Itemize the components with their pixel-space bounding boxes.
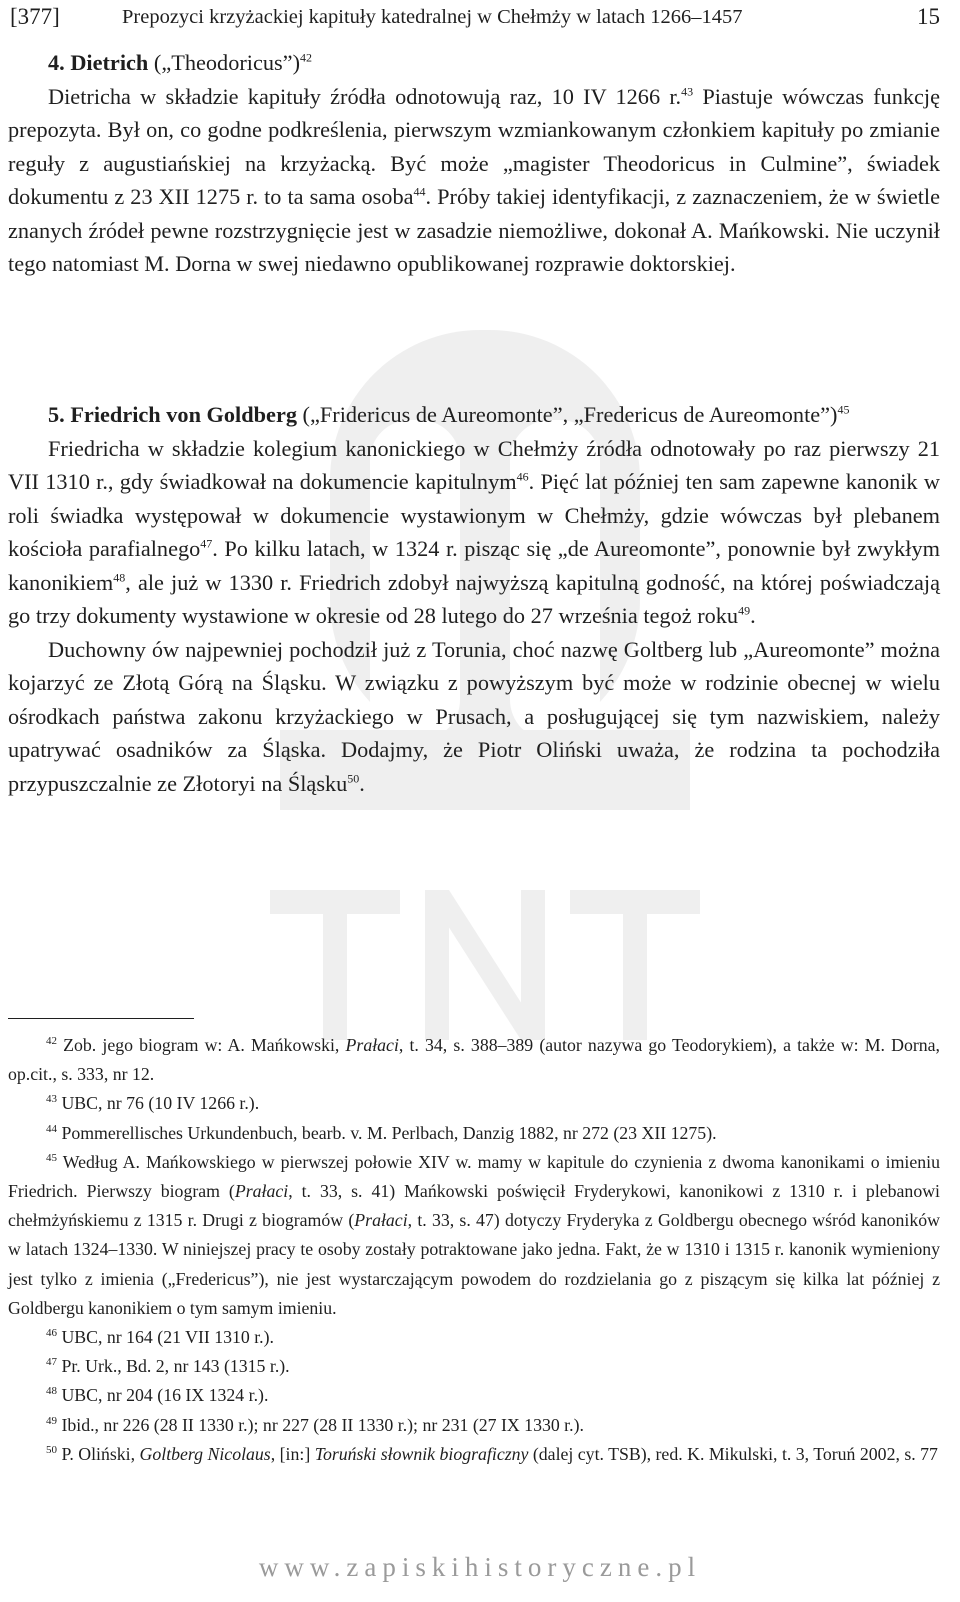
text-run: Pommerellisches Urkundenbuch, bearb. v. M. Perlbach, Danzig 1882, nr 272 (23 XII 1275).: [57, 1122, 717, 1143]
footnote: [8, 1440, 940, 1469]
website-footer[interactable]: www.zapiskihistoryczne.pl: [258, 1552, 702, 1582]
text-italic: Toruński słownik biograficzny: [314, 1443, 529, 1464]
footnote-ref[interactable]: 45: [837, 402, 850, 417]
footnote-number: 42: [46, 1035, 57, 1048]
text-run: Według A. Mańkowskiego w pierwszej połowie XIV w. mamy w kapitule do czynienia z dwoma kanonikami o imieniu Friedrich. Pierwszy biogram (: [8, 1151, 940, 1202]
text-run: UBC, nr 76 (10 IV 1266 r.).: [57, 1093, 260, 1114]
text-run: .: [359, 770, 365, 796]
footnote: [8, 1352, 940, 1381]
text-italic: Prałaci: [234, 1181, 289, 1202]
paragraph: [8, 633, 940, 801]
text-run: , t. 33, s. 41) Mańkowski poświęcił Fryderykowi, kanonikowi z 1310 r. i plebanowi chełmżyńskiemu z 1315 r. Drugi z biogramów (: [8, 1181, 940, 1231]
footnote: [8, 1031, 940, 1089]
text-run: P. Oliński,: [57, 1443, 140, 1464]
footnote-ref[interactable]: 48: [113, 570, 126, 585]
text-run: . Pięć lat później ten sam zapewne kanonik w roli świadka występował w dokumencie wystawionym w Chełmży, gdzie wówczas był plebanem kościoła parafialnego: [8, 469, 940, 561]
running-title: Prepozyci krzyżackiej kapituły katedralnej w Chełmży w latach 1266–1457: [122, 6, 743, 28]
footnote-number: 43: [46, 1093, 57, 1106]
paragraph: [8, 432, 940, 633]
footnote: [8, 1381, 940, 1410]
section-heading: [8, 46, 940, 80]
heading-number: 4.: [48, 50, 65, 75]
footnote-ref[interactable]: 47: [200, 536, 213, 551]
page-signature: [377]: [10, 4, 60, 29]
heading-alt-name: („Theodoricus”): [153, 50, 301, 75]
footnote-divider: [8, 1018, 194, 1019]
text-run: UBC, nr 204 (16 IX 1324 r.).: [57, 1385, 269, 1406]
section-dietrich: [8, 46, 940, 281]
text-run: Zob. jego biogram w: A. Mańkowski,: [57, 1035, 346, 1055]
footnote-ref[interactable]: 50: [347, 771, 360, 786]
text-run: Piastuje wówczas funkcję prepozyta. Był on, co godne podkreślenia, pierwszym wzmiankowanym członkiem kapituły po zmianie reguły z augustiańskiej na krzyżacką. Być może „magister Theodoricus in Culmine”, świadek dokumentu z 23 XII 1275 r. to ta sama osoba: [8, 83, 940, 209]
footnote-ref[interactable]: 43: [681, 84, 694, 99]
footnote-ref[interactable]: 44: [413, 184, 426, 199]
heading-name: Friedrich von Goldberg: [70, 402, 297, 427]
text-run: Pr. Urk., Bd. 2, nr 143 (1315 r.).: [57, 1356, 290, 1377]
footnote-number: 49: [46, 1414, 57, 1427]
text-run: . Po kilku latach, w 1324 r. pisząc się „de Aureomonte”, ponownie był zwykłym kanonikiem: [8, 536, 940, 595]
footnote: [8, 1089, 940, 1118]
text-run: Ibid., nr 226 (28 II 1330 r.); nr 227 (28 II 1330 r.); nr 231 (27 IX 1330 r.).: [57, 1414, 584, 1435]
heading-alt-name: („Fridericus de Aureomonte”, „Fredericus de Aureomonte”): [296, 402, 838, 427]
text-italic: Prałaci: [354, 1210, 408, 1231]
footnote-ref[interactable]: 42: [300, 50, 313, 65]
text-run: , [in:]: [270, 1443, 315, 1464]
footnote-number: 47: [46, 1356, 57, 1369]
text-italic: Prałaci: [345, 1035, 399, 1055]
footnote-number: 45: [46, 1151, 57, 1164]
text-run: Dietricha w składzie kapituły źródła odnotowują raz, 10 IV 1266 r.: [48, 83, 682, 109]
paragraph: [8, 80, 940, 281]
text-run: .: [750, 603, 756, 628]
footnote: [8, 1323, 940, 1352]
heading-name: Dietrich: [70, 50, 149, 75]
text-italic: Goltberg Nicolaus: [139, 1443, 271, 1464]
text-run: , t. 33, s. 47) dotyczy Fryderyka z Goldbergu obecnego wśród kanoników w latach 1324–1330. W niniejszej pracy te osoby zostały potraktowane jako jedna. Fakt, że w 1310 i 1315 r. kanonik wymieniony jest tylko z imienia („Fredericus”), nie jest wystarczającym powodem do rozdzielania go z piszącym się kilka lat później z Goldbergu kanonikiem o tym samym imieniu.: [8, 1210, 940, 1318]
text-run: UBC, nr 164 (21 VII 1310 r.).: [57, 1327, 274, 1348]
footnote-number: 50: [46, 1443, 57, 1456]
footnote-number: 46: [46, 1327, 57, 1340]
footnote: [8, 1411, 940, 1440]
footnote-ref[interactable]: 46: [516, 469, 529, 484]
text-run: Duchowny ów najpewniej pochodził już z Torunia, choć nazwę Goltberg lub „Aureomonte” można kojarzyć ze Złotą Górą na Śląsku. W związku z powyższym być może w rodzinie obecnej w wielu ośrodkach państwa zakonu krzyżackiego w Prusach, a posługującej się tym nazwiskiem, należy upatrywać osadników za Śląska. Dodajmy, że Piotr Oliński uważa, że rodzina ta pochodziła przypuszczalnie ze Złotoryi na Śląsku: [8, 636, 940, 796]
section-friedrich: [8, 398, 940, 800]
footnote: [8, 1119, 940, 1148]
section-heading: [8, 398, 940, 432]
text-run: , ale już w 1330 r. Friedrich zdobył najwyższą kapitulną godność, na której poświadczają go trzy dokumenty wystawione w okresie od 28 lutego do 27 września tegoż roku: [8, 569, 940, 628]
heading-number: 5.: [48, 402, 65, 427]
text-run: (dalej cyt. TSB), red. K. Mikulski, t. 3, Toruń 2002, s. 77: [528, 1443, 938, 1464]
footnote-number: 44: [46, 1122, 57, 1135]
page-number: 15: [917, 4, 940, 29]
footnote: [8, 1148, 940, 1323]
footnote-number: 48: [46, 1385, 57, 1398]
text-run: . Próby takiej identyfikacji, z zaznaczeniem, że w świetle znanych źródeł pewne rozstrzygnięcie jest w zasadzie niemożliwe, dokonał A. Mańkowski. Nie uczynił tego natomiast M. Dorna w swej niedawno opublikowanej rozprawie doktorskiej.: [8, 184, 940, 276]
text-run: Friedricha w składzie kolegium kanonickiego w Chełmży źródła odnotowały po raz pierwszy 21 VII 1310 r., gdy świadkował na dokumencie kapitulnym: [8, 435, 940, 494]
footnotes: [8, 1031, 940, 1469]
page-header: [10, 0, 940, 34]
text-run: , t. 34, s. 388–389 (autor nazywa go Teodorykiem), a także w: M. Dorna, op.cit., s. 333, nr 12.: [8, 1035, 940, 1085]
footnote-ref[interactable]: 49: [738, 603, 751, 618]
